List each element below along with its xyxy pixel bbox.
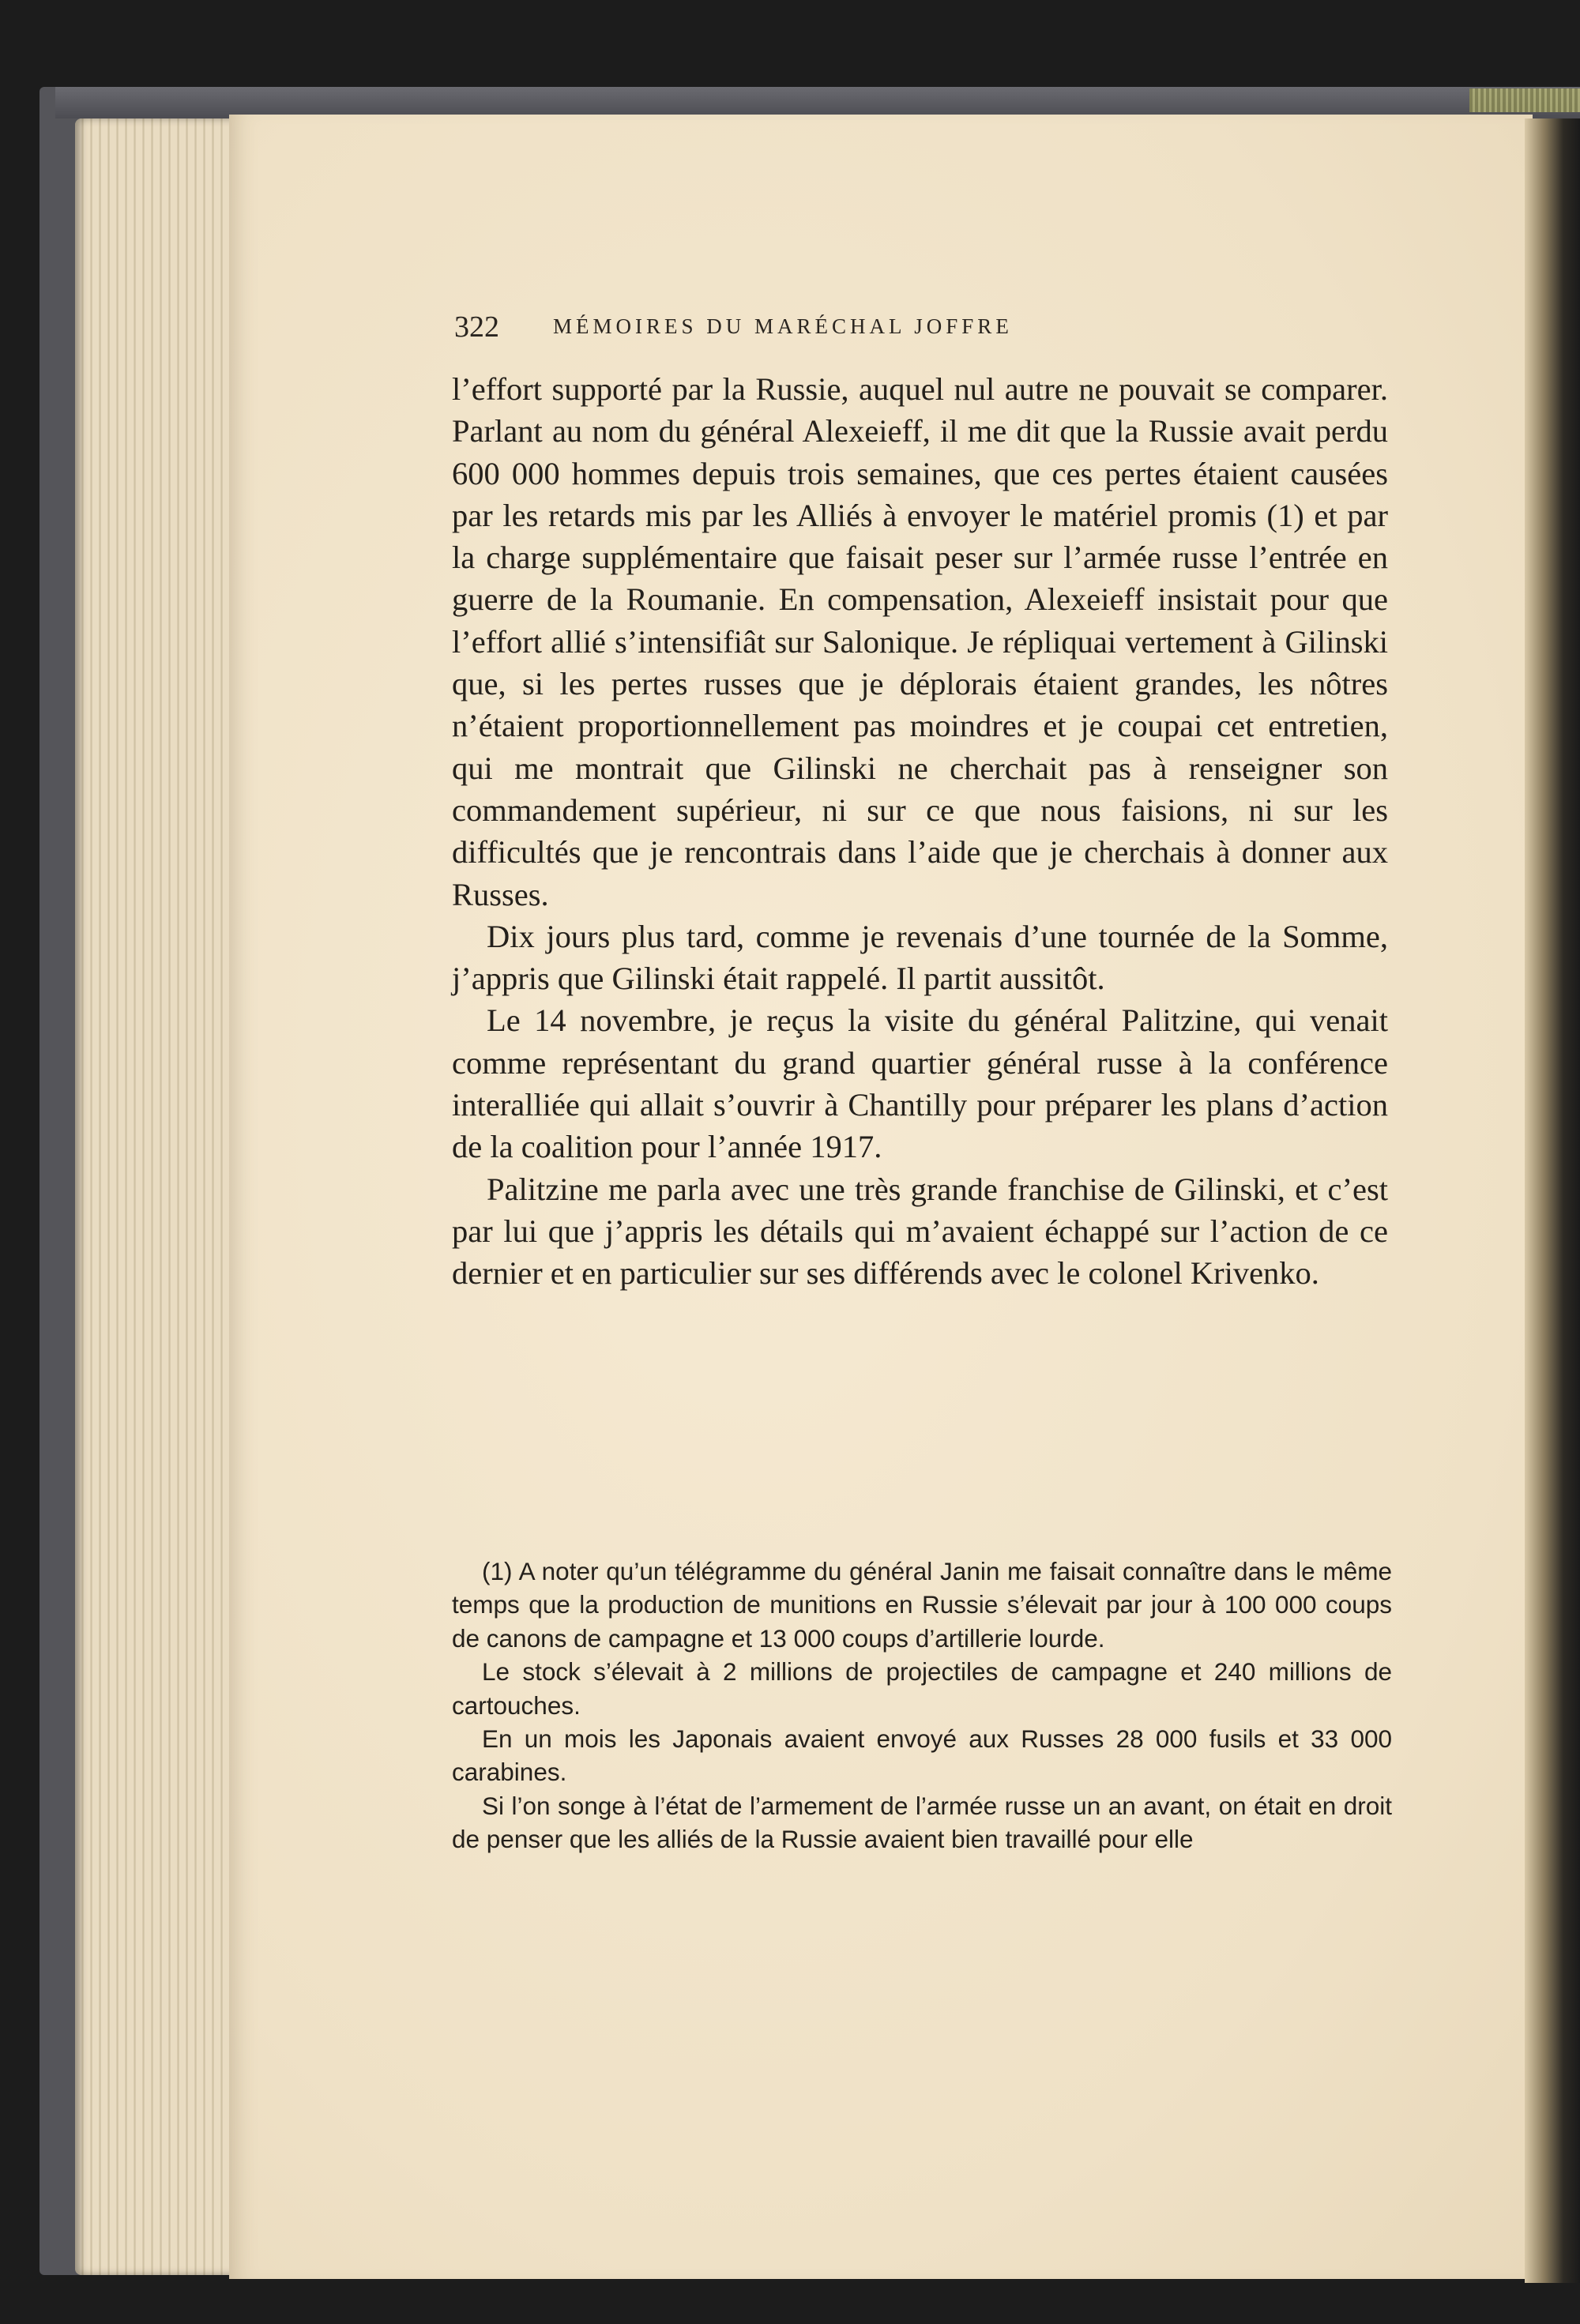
footnote-paragraph: Si l’on songe à l’état de l’armement de l’armée russe un an avant, on était en droit de penser que les alliés de la Russie avaient bien travaillé pour elle xyxy=(452,1791,1392,1854)
paragraph: Le 14 novembre, je reçus la visite du général Palitzine, qui venait comme représentant du grand quartier général russe à la conférence interalliée qui allait s’ouvrir à Chantilly pour préparer les plans d’action de la coalition pour l’année 1917. xyxy=(452,1002,1388,1165)
footnote-paragraph: En un mois les Japonais avaient envoyé aux Russes 28 000 fusils et 33 000 carabines. xyxy=(452,1724,1392,1787)
book-cover-top-edge xyxy=(55,87,1580,118)
headband xyxy=(1469,88,1580,112)
stacked-page-edges xyxy=(75,118,241,2275)
paragraph: Palitzine me parla avec une très grande franchise de Gilinski, et c’est par lui que j’appris les détails qui m’avaient échappé sur l’action de ce dernier et en particulier sur ses différends avec le colonel Krivenko. xyxy=(452,1171,1388,1292)
paragraph: Dix jours plus tard, comme je revenais d’une tournée de la Somme, j’appris que Gilinski était rappelé. Il partit aussitôt. xyxy=(452,918,1388,997)
main-text xyxy=(452,368,1388,1295)
page-header xyxy=(454,310,1402,349)
footnote-paragraph: (1) A noter qu’un télégramme du général Janin me faisait connaître dans le même temps que la production de munitions en Russie s’élevait par jour à 100 000 coups de canons de campagne et 13 000 coups d’artillerie lourde. xyxy=(452,1557,1392,1653)
paragraph: l’effort supporté par la Russie, auquel nul autre ne pouvait se comparer. Parlant au nom du général Alexeieff, il me dit que la Russie avait perdu 600 000 hommes depuis trois semaines, que ces pertes étaient causées par les retards mis par les Alliés à envoyer le matériel promis (1) et par la charge supplémentaire que faisait peser sur l’armée russe l’entrée en guerre de la Roumanie. En compensation, Alexeieff insistait pour que l’effort allié s’intensifiât sur Salonique. Je répliquai vertement à Gilinski que, si les pertes russes que je déplorais étaient grandes, les nôtres n’étaient proportionnellement pas moindres et je coupai cet entretien, qui me montrait que Gilinski ne cherchait pas à renseigner son commandement supérieur, ni sur ce que nous faisions, ni sur les difficultés que je rencontrais dans l’aide que je cherchais à donner aux Russes. xyxy=(452,371,1388,912)
running-title: MÉMOIRES DU MARÉCHAL JOFFRE xyxy=(553,314,1013,338)
page-number: 322 xyxy=(454,310,499,344)
book-gutter xyxy=(1525,118,1580,2283)
footnotes xyxy=(452,1555,1392,1856)
footnote-paragraph: Le stock s’élevait à 2 millions de projectiles de campagne et 240 millions de cartouches. xyxy=(452,1657,1392,1720)
